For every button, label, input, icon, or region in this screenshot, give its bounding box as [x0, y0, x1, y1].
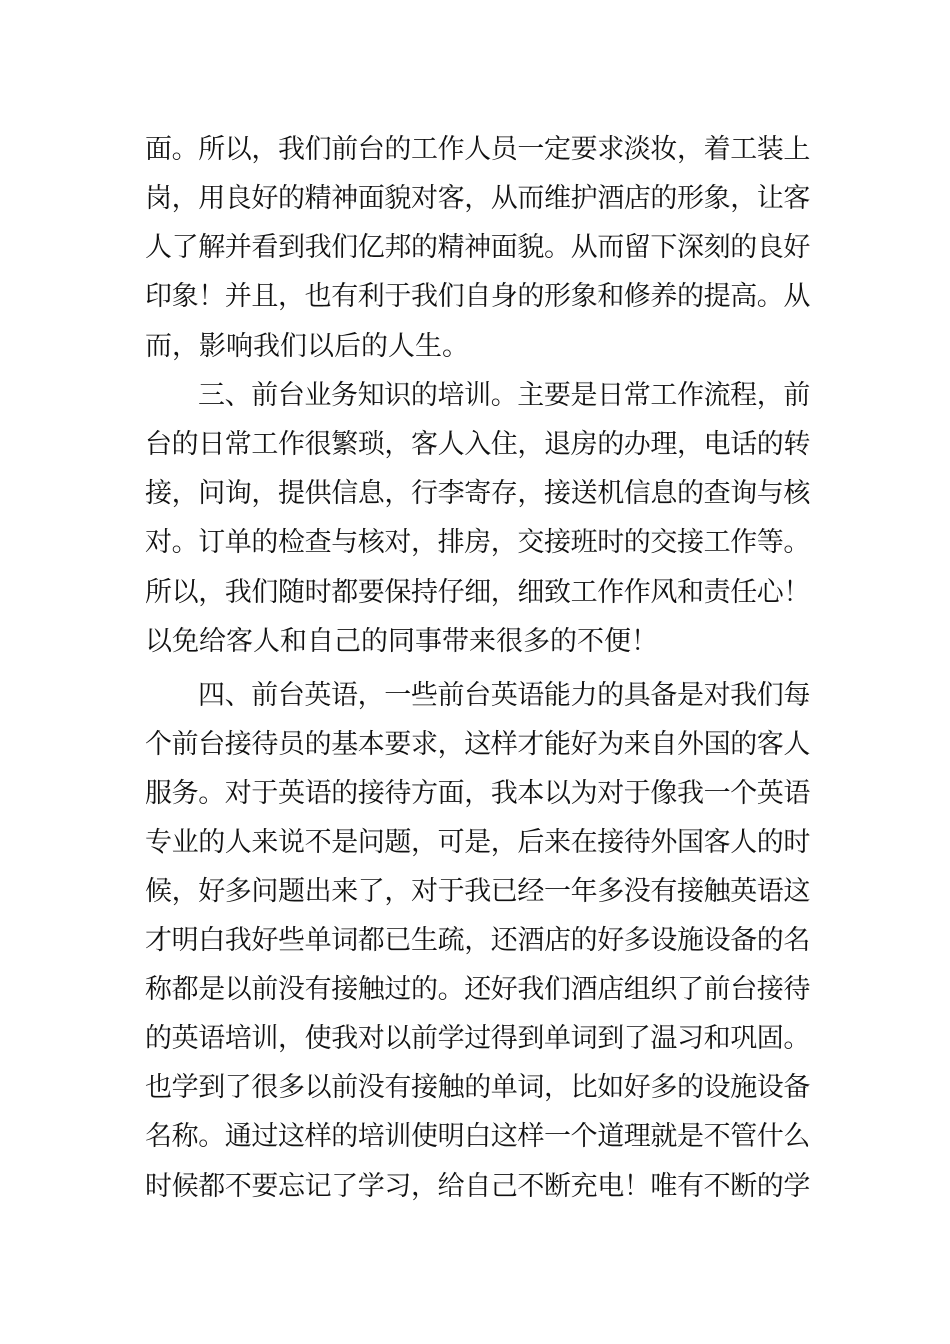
text-line: 印象！并且，也有利于我们自身的形象和修养的提高。从 [145, 281, 810, 312]
text-line: 对。订单的检查与核对，排房，交接班时的交接工作等。 [145, 527, 810, 558]
paragraph-first-line: 四、前台英语，一些前台英语能力的具备是对我们每 [198, 680, 811, 711]
text-line: 面。所以，我们前台的工作人员一定要求淡妆，着工装上 [145, 134, 810, 165]
text-line: 所以，我们随时都要保持仔细，细致工作作风和责任心！ [145, 577, 810, 608]
text-line: 个前台接待员的基本要求，这样才能好为来自外国的客人 [145, 729, 810, 760]
text-line: 候，好多问题出来了，对于我已经一年多没有接触英语这 [145, 876, 810, 907]
text-line: 而，影响我们以后的人生。 [145, 331, 469, 362]
text-line: 的英语培训，使我对以前学过得到单词到了温习和巩固。 [145, 1023, 810, 1054]
text-line: 名称。通过这样的培训使明白这样一个道理就是不管什么 [145, 1121, 810, 1152]
text-line: 也学到了很多以前没有接触的单词，比如好多的设施设备 [145, 1072, 810, 1103]
text-line: 服务。对于英语的接待方面，我本以为对于像我一个英语 [145, 778, 810, 809]
text-line: 才明白我好些单词都已生疏，还酒店的好多设施设备的名 [145, 925, 810, 956]
text-line: 接，问询，提供信息，行李寄存，接送机信息的查询与核 [145, 478, 810, 509]
text-line: 称都是以前没有接触过的。还好我们酒店组织了前台接待 [145, 974, 810, 1005]
text-line: 专业的人来说不是问题，可是，后来在接待外国客人的时 [145, 827, 810, 858]
text-line: 台的日常工作很繁琐，客人入住，退房的办理，电话的转 [145, 429, 810, 460]
text-line: 人了解并看到我们亿邦的精神面貌。从而留下深刻的良好 [145, 232, 810, 263]
text-line: 时候都不要忘记了学习，给自己不断充电！唯有不断的学 [145, 1171, 810, 1202]
paragraph-first-line: 三、前台业务知识的培训。主要是日常工作流程，前 [198, 380, 811, 411]
text-line: 岗，用良好的精神面貌对客，从而维护酒店的形象，让客 [145, 183, 810, 214]
text-line: 以免给客人和自己的同事带来很多的不便！ [145, 626, 658, 657]
